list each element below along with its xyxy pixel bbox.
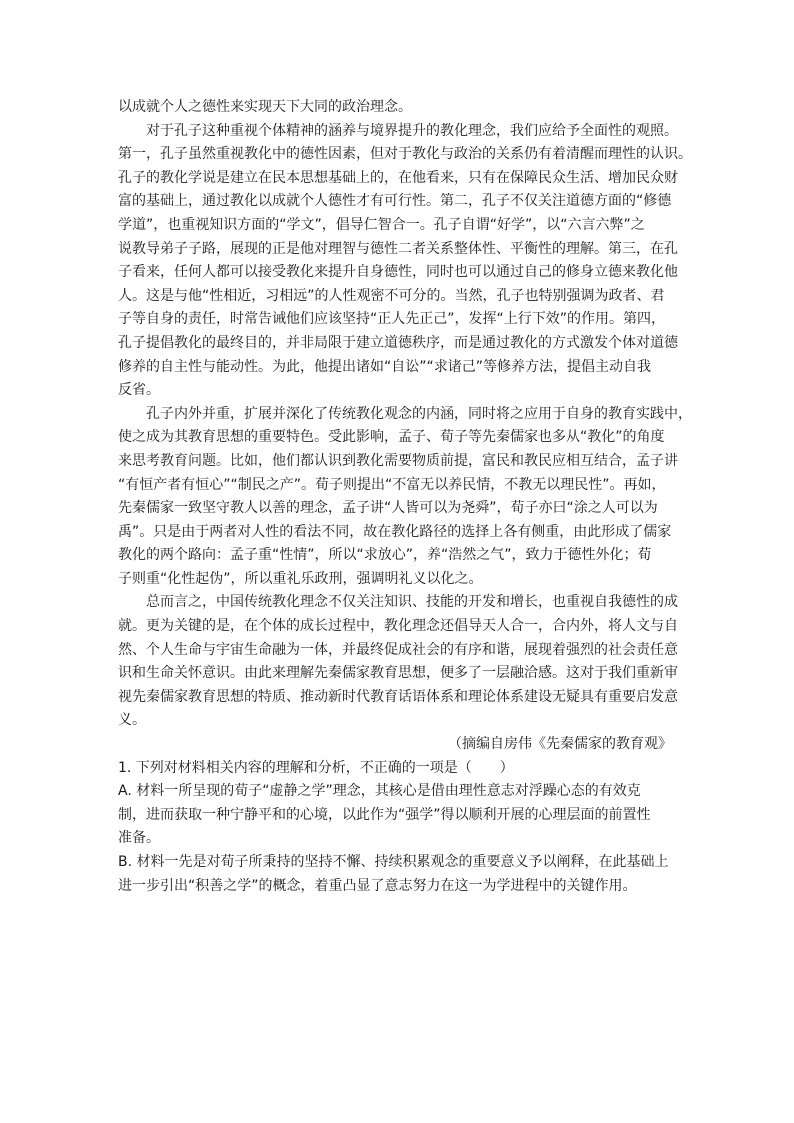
question-block [118,757,688,899]
passage-line: 孔子内外并重，扩展并深化了传统教化观念的内涵，同时将之应用于自身的教育实践中， [146,405,692,422]
passage-line: 识和生命关怀意识。由此来理解先秦儒家教育思想，便多了一层融洽感。这对于我们重新审 [118,665,678,682]
passage-line: 孔子的教化学说是建立在民本思想基础上的，在他看来，只有在保障民众生活、增加民众财 [118,169,678,186]
option-line: A. 材料一所呈现的荀子“虚静之学”理念，其核心是借由理性意志对浮躁心态的有效克 [118,783,641,800]
option-line: 进一步引出“积善之学”的概念，着重凸显了意志努力在这一为学进程中的关键作用。 [118,877,637,894]
passage-line: 对于孔子这种重视个体精神的涵养与境界提升的教化理念，我们应给予全面性的观照。 [146,122,678,139]
passage-line: 反省。 [118,382,160,399]
passage-line: 子则重“化性起伪”，所以重礼乐政刑，强调明礼义以化之。 [118,570,483,587]
passage [118,96,692,757]
passage-line: 先秦儒家一致坚守教人以善的理念，孟子讲“人皆可以为尧舜”，荀子亦曰“涂之人可以为 [118,500,658,517]
option-b [118,851,688,898]
passage-line: 子等自身的责任，时常告诫他们应该坚持“正人先正己”，发挥“上行下效”的作用。第四， [118,311,666,328]
option-line: 准备。 [118,830,160,847]
passage-line: 富的基础上，通过教化以成就个人德性才有可行性。第二，孔子不仅关注道德方面的“修德 [118,193,672,210]
passage-line: 孔子提倡教化的最终目的，并非局限于建立道德秩序，而是通过教化的方式激发个体对道德 [118,334,678,351]
passage-line: 子看来，任何人都可以接受教化来提升自身德性，同时也可以通过自己的修身立德来教化他 [118,264,678,281]
passage-line: “有恒产者有恒心”“制民之产”。荀子则提出“不富无以养民情，不教无以理民性”。再如， [118,476,666,493]
passage-line: 来思考教育问题。比如，他们都认识到教化需要物质前提，富民和教民应相互结合，孟子讲 [118,452,678,469]
passage-line: 禹”。只是由于两者对人性的看法不同，故在教化路径的选择上各有侧重，由此形成了儒家 [118,523,672,540]
document-page [118,96,692,898]
passage-line: 修养的自主性与能动性。为此，他提出诸如“自讼”“求诸己”等修养方法，提倡主动自我 [118,358,652,375]
passage-line: 总而言之，中国传统教化理念不仅关注知识、技能的开发和增长，也重视自我德性的成 [146,594,678,611]
passage-line: 然、个人生命与宇宙生命融为一体，并最终促成社会的有序和谐，展现着强烈的社会责任意 [118,641,678,658]
passage-line: 就。更为关键的是，在个体的成长过程中，教化理念还倡导天人合一，合内外，将人文与自 [118,618,678,635]
passage-line: 人。这是与他“性相近，习相远”的人性观密不可分的。当然，孔子也特别强调为政者、君 [118,287,665,304]
passage-line: 使之成为其教育思想的重要特色。受此影响，孟子、荀子等先秦儒家也多从“教化”的角度 [118,429,665,446]
option-a [118,780,688,851]
option-line: B. 材料一先是对荀子所秉持的坚持不懈、持续积累观念的重要意义予以阐释，在此基础上 [118,854,669,870]
passage-line: 教化的两个路向：孟子重“性情”，所以“求放心”，养“浩然之气”，致力于德性外化；荀 [118,547,652,564]
passage-line: 以成就个人之德性来实现天下大同的政治理念。 [118,99,412,115]
passage-source-citation: （摘编自房伟《先秦儒家的教育观》 [448,736,672,753]
passage-line: 说教导弟子子路，展现的正是他对理智与德性二者关系整体性、平衡性的理解。第三，在孔 [118,240,678,257]
passage-line: 第一，孔子虽然重视教化中的德性因素，但对于教化与政治的关系仍有着清醒而理性的认识。 [118,146,692,163]
passage-line: 义。 [118,712,146,729]
question-stem: 1. 下列对材料相关内容的理解和分析，不正确的一项是（ ） [118,759,514,776]
passage-line: 学道”，也重视知识方面的“学文”，倡导仁智合一。孔子自谓“好学”，以“六言六弊”之 [118,216,645,233]
option-line: 制，进而获取一种宁静平和的心境，以此作为“强学”得以顺利开展的心理层面的前置性 [118,806,651,823]
passage-line: 视先秦儒家教育思想的特质、推动新时代教育话语体系和理论体系建设无疑具有重要启发意 [118,688,678,705]
